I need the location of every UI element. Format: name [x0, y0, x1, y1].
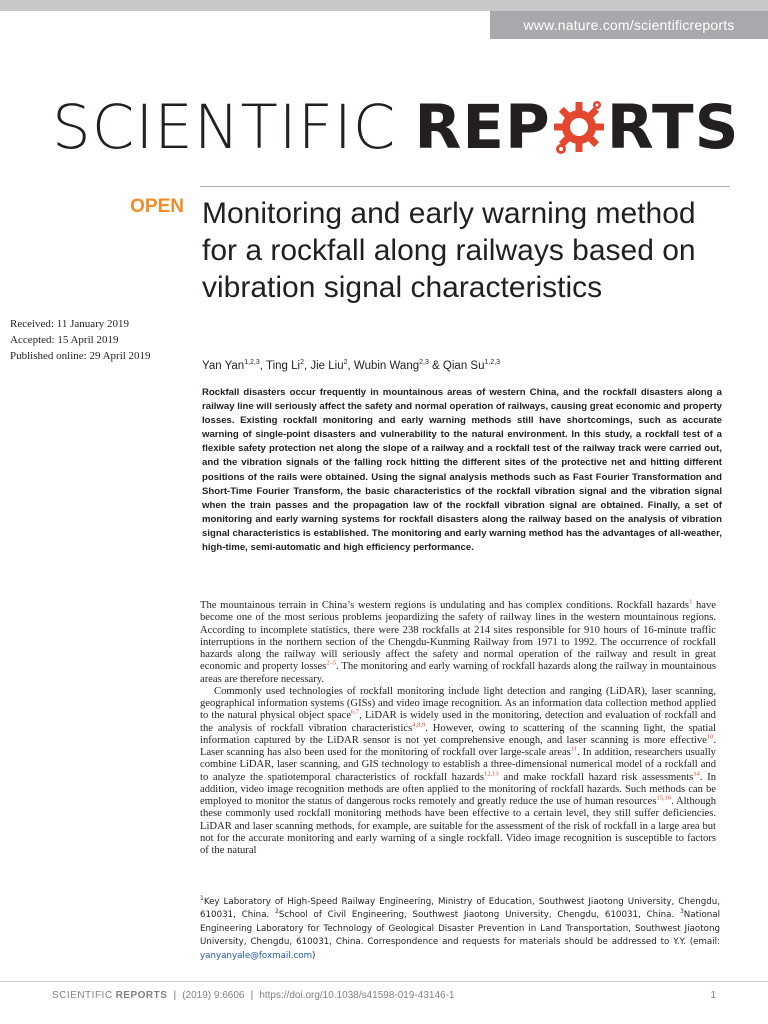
affiliation-text: Key Laboratory of High-Speed Railway Engineering, Ministry of Education, Southwest Jiaotong University, Chengdu, 610031, China.: [200, 897, 720, 921]
body-text-run: . The monitoring and early warning of rockfall hazards along the railway in mountainous areas are therefore necessary.: [200, 661, 716, 685]
journal-url-link[interactable]: www.nature.com/scientificreports: [490, 11, 768, 39]
author-separator: ,: [347, 359, 354, 372]
body-text-run: . In addition, video image recognition methods are often applied to the monitoring of rockfall hazards. Such methods can be employed to monitor the status of dangerous rocks remotely and greatly reduce the use of human resources: [200, 771, 716, 807]
footer-separator: |: [250, 990, 254, 1001]
author-affiliation-marker: 2,3: [419, 359, 429, 366]
citation-ref[interactable]: 15,16: [656, 794, 672, 802]
affiliation-text: School of Civil Engineering, Southwest Jiaotong University, Chengdu, 610031, China.: [278, 910, 680, 921]
body-text-run: The mountainous terrain in China’s western regions is undulating and has complex conditions. Rockfall hazards: [200, 600, 690, 611]
affiliations: [200, 896, 720, 963]
accepted-date: Accepted: 15 April 2019: [10, 334, 119, 346]
citation-ref[interactable]: 2–5: [326, 659, 337, 667]
author-separator: ,: [303, 359, 311, 372]
footer-separator: |: [173, 990, 177, 1001]
footer-journal-scientific: SCIENTIFIC: [52, 990, 113, 1001]
footer-journal-reports: REPORTS: [115, 990, 168, 1001]
citation-ref[interactable]: 12,13: [484, 769, 499, 777]
body-text-run: . Although these commonly used rockfall monitoring methods have been effective to a certain level, they still suffer deficiencies. LiDAR and laser scanning methods, for example, are suitable for the assessment of the risk of rockfall in a large area but not for the accurate monitoring and early warning of a single rockfall. Video image recognition is susceptible to factors of the natural: [200, 796, 716, 856]
footer-doi-link[interactable]: https://doi.org/10.1038/s41598-019-43146-1: [259, 990, 455, 1001]
author-name: Jie Liu: [310, 359, 344, 372]
page-footer: [52, 990, 716, 1001]
body-text-run: . In addition, researchers usually combine LiDAR, laser scanning, and GIS technology to establish a three-dimensional numerical model of a rockfall and to analyze the spatiotemporal characteristics of rockfall hazards: [200, 747, 716, 783]
logo-text-rep: REP: [414, 91, 551, 163]
top-grey-strip: [0, 0, 768, 11]
body-text-run: and make rockfall hazard risk assessments: [498, 771, 694, 783]
author-name: Qian Su: [442, 359, 485, 372]
received-date: Received: 11 January 2019: [10, 318, 130, 330]
citation-ref[interactable]: 1: [689, 598, 693, 606]
top-banner: [0, 0, 768, 52]
body-text-run: Commonly used technologies of rockfall monitoring include light detection and ranging (LiDAR), laser scanning, geographical information systems (GISs) and video image recognition. As an information data collection method applied to the natural physical object space: [200, 685, 716, 722]
affiliation-marker: 1: [200, 895, 204, 903]
author-name: Wubin Wang: [353, 359, 420, 372]
author-affiliation-marker: 1,2,3: [484, 359, 501, 366]
affiliation-marker: 2: [275, 908, 279, 916]
body-text-run: have become one of the most serious problems jeopardizing the safety of railway lines in the western mountainous regions. According to incomplete statistics, there were 238 rockfalls at 214 sites responsible for 910 hours of 16-minute traffic interruptions in the northern section of the Chengdu-Kunming Railway from 1971 to 1992. The occurrence of rockfall hazards along the railway will seriously affect the safety and normal operation of the railway and result in great economic and property losses: [200, 600, 716, 673]
author-separator: ,: [259, 359, 266, 372]
author-affiliation-marker: 1,2,3: [244, 359, 260, 366]
abstract: Rockfall disasters occur frequently in mountainous areas of western China, and the rockfall disasters along a railway line will seriously affect the safety and normal operation of railways, causing great economic and property losses. Existing rockfall monitoring and early warning methods still have shortcomings, such as accurate warning of single-point disasters and vulnerability to the natural environment. In this study, a rockfall test of a flexible safety protection net along the slope of a railway and a rockfall test of the railway track were carried out, and the vibration signals of the falling rock hitting the different sites of the protective net and hitting different positions of the rails were obtained. Using the signal analysis methods such as Fast Fourier Transformation and Short-Time Fourier Transform, the basic characteristics of the rockfall vibration signal and the vibration signal when the train passes and the propagation law of the rockfall vibration signal are obtained. Finally, a set of monitoring and early warning systems for rockfall disasters along the railway based on the analysis of vibration signal characteristics is established. The monitoring and early warning method has the advantages of all-weather, high-time, semi-automatic and high efficiency performance.: [202, 387, 722, 554]
author-name: Ting Li: [265, 359, 301, 372]
citation-ref[interactable]: 11: [570, 745, 578, 753]
citation-ref[interactable]: 10: [706, 733, 714, 741]
author-affiliation-marker: 2: [300, 359, 304, 366]
page-number: 1: [710, 990, 716, 1001]
body-text-run: , LiDAR is widely used in the monitoring, detection and evaluation of rockfall and the analysis of rockfall vibration characteristics: [200, 710, 716, 734]
body-text-run: . Laser scanning has also been used for the monitoring of rockfall over large-scale areas: [200, 734, 716, 758]
gear-icon: [549, 97, 609, 157]
footer-citation: (2019) 9:6606: [182, 990, 245, 1001]
affiliation-close: ): [312, 950, 316, 961]
correspondence-email-link[interactable]: yanyanyale@foxmail.com: [200, 950, 313, 961]
citation-ref[interactable]: 14: [693, 769, 700, 777]
affiliation-marker: 3: [679, 908, 684, 916]
body-paragraph-2: [200, 686, 716, 858]
logo-text-scientific: SCIENTIFIC: [52, 91, 397, 163]
author-separator: &: [428, 359, 443, 372]
published-date: Published online: 29 April 2019: [10, 350, 151, 362]
citation-ref[interactable]: 4,8,9: [412, 720, 426, 728]
header-divider: [200, 186, 730, 187]
author-affiliation-marker: 2: [343, 359, 348, 366]
article-title: Monitoring and early warning method for a rockfall along railways based on vibration signal characteristics: [202, 197, 696, 304]
citation-ref[interactable]: 6,7: [351, 708, 360, 716]
author-name: Yan Yan: [202, 359, 245, 372]
author-list: [202, 359, 732, 372]
article-body: [200, 600, 716, 857]
body-text-run: . However, owing to scattering of the scanning light, the spatial information captured by the LiDAR sensor is not yet comprehensive enough, and laser scanning is more effective: [200, 722, 716, 746]
article-dates: [10, 316, 180, 364]
body-paragraph-1: [200, 600, 716, 686]
open-access-label: OPEN: [130, 196, 184, 217]
logo-text-rts: RTS: [606, 91, 740, 163]
affiliation-text: National Engineering Laboratory for Technology of Geological Disaster Prevention in Land Transportation, Southwest Jiaotong University, Chengdu, 610031, China. Correspondence and requests for materials should be addressed to Y.Y. (email:: [200, 910, 720, 948]
footer-divider: [0, 981, 768, 982]
journal-logo: [52, 82, 740, 172]
